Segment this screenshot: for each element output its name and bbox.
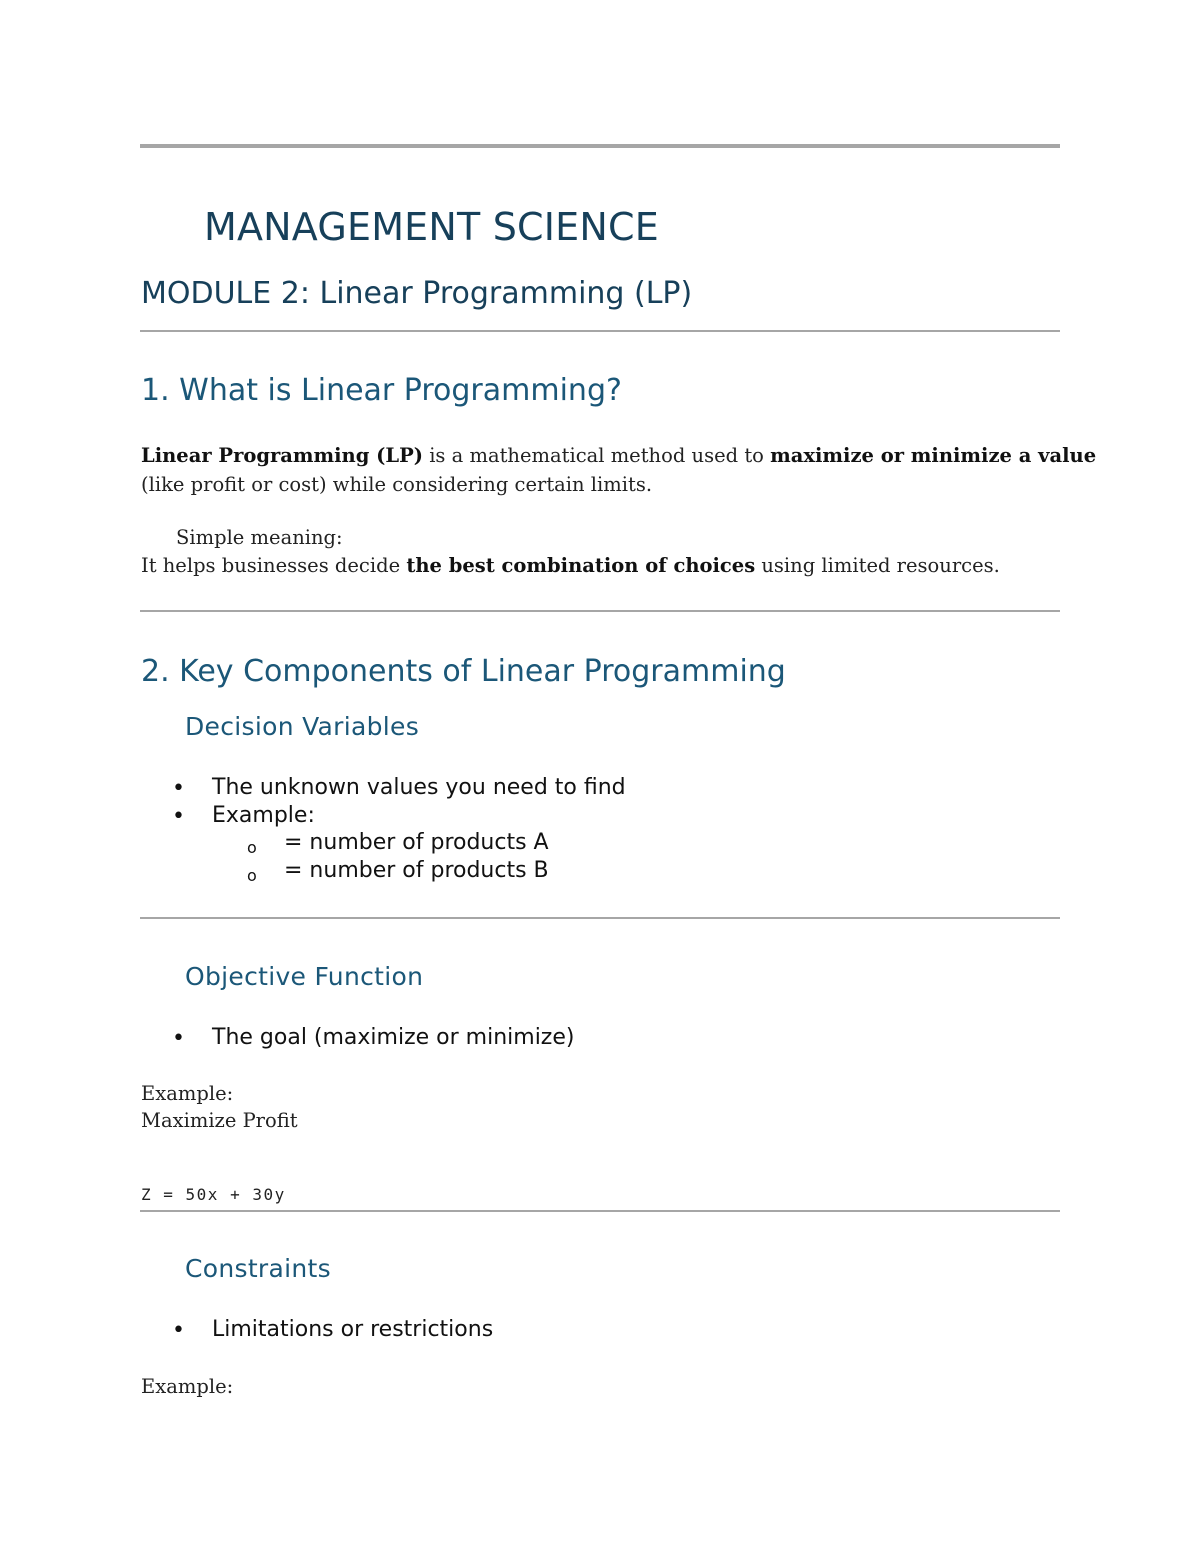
simple-meaning-text [141, 552, 1000, 580]
list-item: The goal (maximize or minimize) [212, 1025, 575, 1050]
divider [140, 330, 1060, 332]
objective-example-label: Example: [141, 1082, 234, 1105]
section-1-paragraph-line-1 [141, 442, 1096, 470]
sub-list-item: = number of products A [284, 830, 549, 855]
bullet-icon: • [172, 1026, 185, 1051]
objective-function-heading: Objective Function [185, 962, 424, 991]
simple-meaning-post: using limited resources. [755, 554, 1000, 577]
simple-meaning-label: Simple meaning: [176, 526, 343, 549]
document-title: MANAGEMENT SCIENCE [204, 205, 659, 249]
list-item: Example: [212, 803, 315, 828]
bullet-icon: • [172, 776, 185, 801]
sub-list-item: = number of products B [284, 858, 549, 883]
constraints-heading: Constraints [185, 1254, 331, 1283]
lp-term: Linear Programming (LP) [141, 444, 423, 467]
simple-meaning-bold: the best combination of choices [406, 554, 756, 577]
section-1-heading: 1. What is Linear Programming? [141, 373, 622, 408]
section-1-paragraph-line-2: (like profit or cost) while considering certain limits. [141, 473, 653, 496]
sub-bullet-icon: o [247, 866, 257, 885]
decision-variables-heading: Decision Variables [185, 712, 420, 741]
top-divider [140, 144, 1060, 148]
simple-meaning-pre: It helps businesses decide [141, 554, 407, 577]
bullet-icon: • [172, 1318, 185, 1343]
module-heading: MODULE 2: Linear Programming (LP) [141, 276, 693, 311]
objective-example-text: Maximize Profit [141, 1109, 298, 1132]
list-item: Limitations or restrictions [212, 1317, 494, 1342]
lp-definition-mid: is a mathematical method used to [423, 444, 771, 467]
divider [140, 610, 1060, 612]
divider [140, 1210, 1060, 1212]
list-item: The unknown values you need to find [212, 775, 626, 800]
sub-bullet-icon: o [247, 838, 257, 857]
bullet-icon: • [172, 804, 185, 829]
objective-formula: Z = 50x + 30y [141, 1185, 286, 1204]
divider [140, 917, 1060, 919]
lp-definition-bold: maximize or minimize a value [770, 444, 1097, 467]
constraints-example-label: Example: [141, 1375, 234, 1398]
section-2-heading: 2. Key Components of Linear Programming [141, 654, 786, 689]
